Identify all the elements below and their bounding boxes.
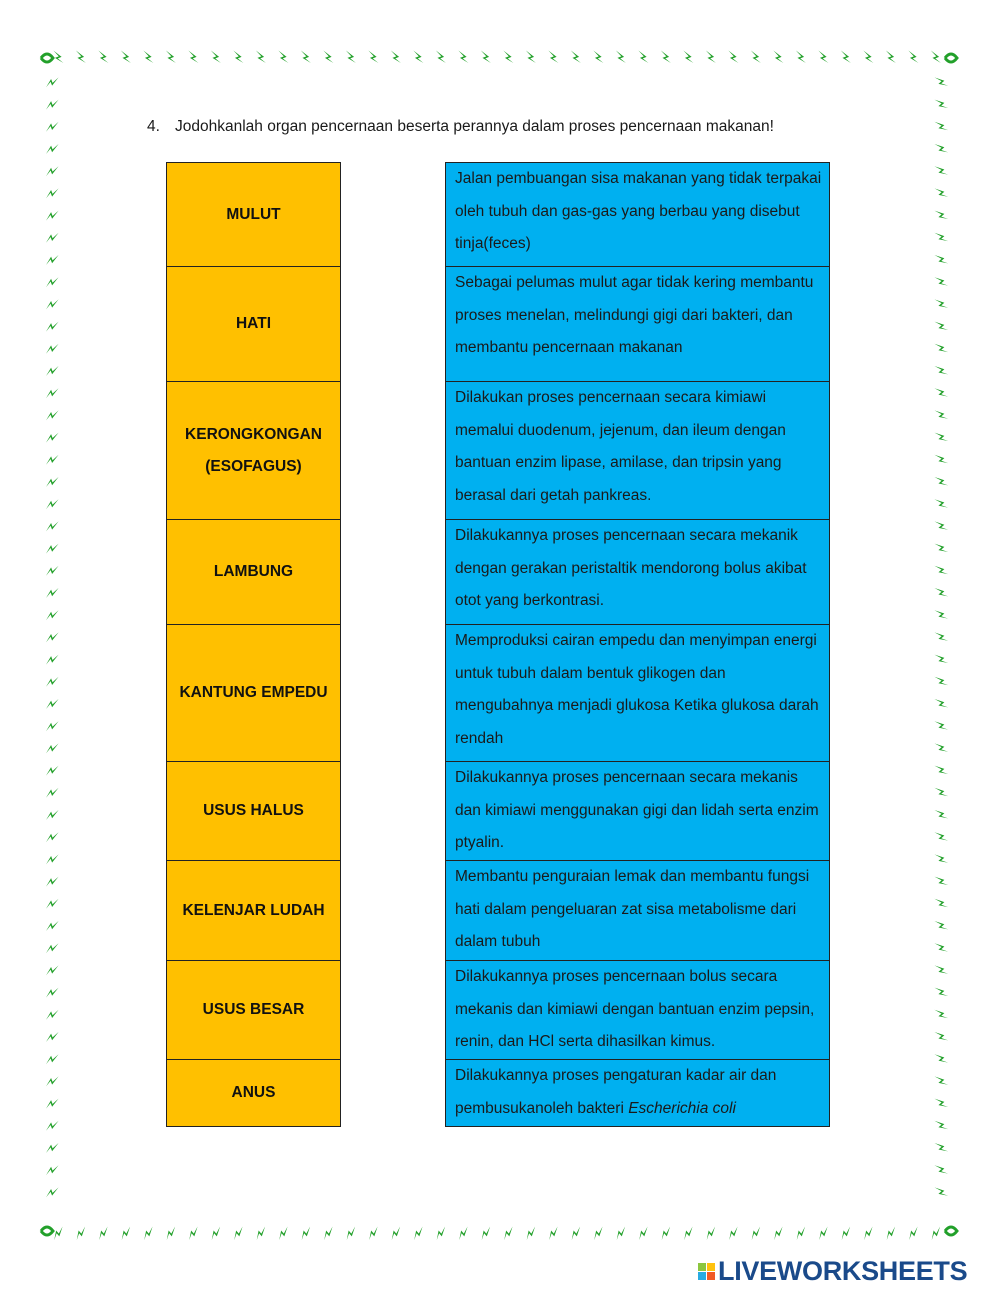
function-text: Jalan pembuangan sisa makanan yang tidak terpakai oleh tubuh dan gas-gas yang berbau yang disebut tinja(feces)	[455, 170, 822, 252]
liveworksheets-logo	[698, 1254, 967, 1288]
organ-label: HATI	[235, 315, 271, 332]
organ-cell[interactable]	[166, 860, 341, 961]
organ-cell[interactable]	[166, 960, 341, 1060]
function-cell[interactable]	[445, 761, 830, 861]
function-cell[interactable]	[445, 960, 830, 1060]
logo-blocks-icon	[698, 1263, 715, 1280]
organ-cell[interactable]	[166, 162, 341, 267]
function-text: Dilakukannya proses pencernaan secara mekanik dengan gerakan peristaltik mendorong bolus akibat otot yang berkontrasi.	[455, 527, 807, 609]
function-text-italic: Escherichia coli	[628, 1099, 736, 1117]
organ-cell[interactable]	[166, 519, 341, 625]
organ-cell[interactable]	[166, 761, 341, 861]
organ-label: USUS HALUS	[203, 802, 304, 819]
organ-label: KERONGKONGAN (ESOFAGUS)	[185, 425, 322, 475]
organ-label: KELENJAR LUDAH	[182, 901, 325, 919]
function-text: Membantu penguraian lemak dan membantu fungsi hati dalam pengeluaran zat sisa metabolisme dari dalam tubuh	[455, 868, 810, 950]
function-cell[interactable]	[445, 381, 830, 520]
function-cell[interactable]	[445, 162, 830, 267]
organ-label: KANTUNG EMPEDU	[179, 684, 328, 701]
organ-cell[interactable]	[166, 624, 341, 762]
question-prompt	[147, 118, 867, 136]
function-text: Dilakukannya proses pencernaan bolus secara mekanis dan kimiawi dengan bantuan enzim pepsin, renin, dan HCl serta dihasilkan kimus.	[455, 968, 815, 1050]
question-text: Jodohkanlah organ pencernaan beserta perannya dalam proses pencernaan makanan!	[175, 118, 774, 135]
function-text-plain: Dilakukannya proses pengaturan kadar air dan pembusukanoleh bakteri	[455, 1067, 777, 1117]
function-cell[interactable]	[445, 860, 830, 961]
organ-cell[interactable]	[166, 1059, 341, 1127]
function-text: Sebagai pelumas mulut agar tidak kering membantu proses menelan, melindungi gigi dari bakteri, dan membantu pencernaan makanan	[455, 274, 814, 356]
organ-cell[interactable]	[166, 266, 341, 382]
organ-label: LAMBUNG	[213, 563, 294, 580]
logo-text: LIVEWORKSHEETS	[718, 1255, 968, 1286]
organ-label: MULUT	[226, 205, 281, 223]
function-cell[interactable]	[445, 624, 830, 762]
organ-label: USUS BESAR	[202, 1001, 305, 1018]
function-text: Memproduksi cairan empedu dan menyimpan energi untuk tubuh dalam bentuk glikogen dan mengubahnya menjadi glukosa Ketika glukosa darah rendah	[455, 632, 819, 747]
function-cell[interactable]	[445, 1059, 830, 1127]
function-text	[455, 1060, 823, 1125]
organ-cell[interactable]	[166, 381, 341, 520]
function-text: Dilakukan proses pencernaan secara kimiawi memalui duodenum, jejenum, dan ileum dengan bantuan enzim lipase, amilase, dan tripsin yang berasal dari getah pankreas.	[455, 389, 786, 504]
function-cell[interactable]	[445, 266, 830, 382]
question-number: 4.	[147, 118, 160, 135]
function-cell[interactable]	[445, 519, 830, 625]
function-text: Dilakukannya proses pencernaan secara mekanis dan kimiawi menggunakan gigi dan lidah serta enzim ptyalin.	[455, 769, 819, 851]
organ-label: ANUS	[231, 1084, 276, 1101]
